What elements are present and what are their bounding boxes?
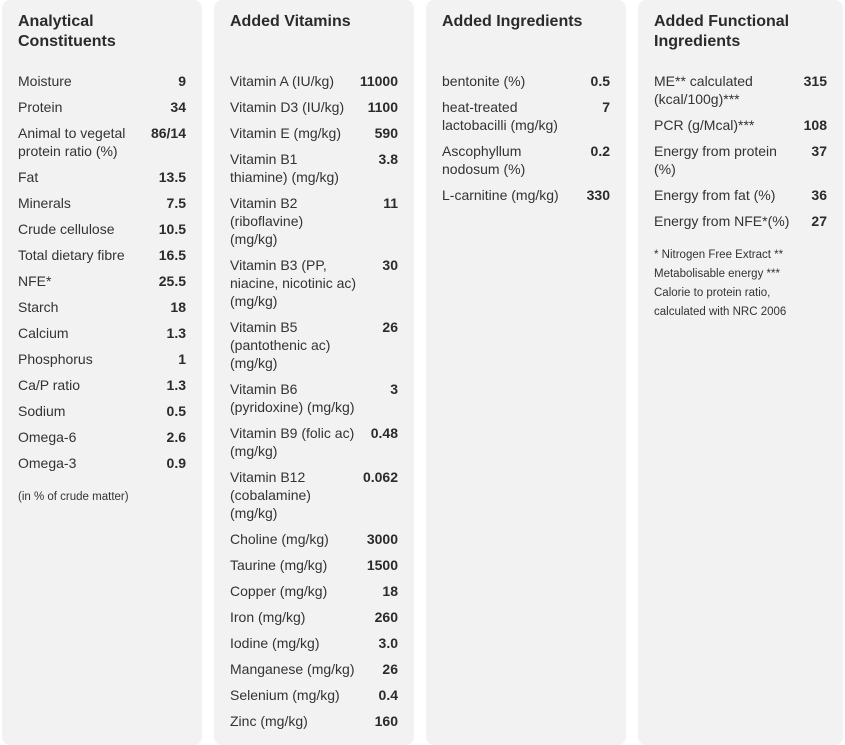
row-label: Copper (mg/kg) (230, 583, 328, 599)
row-label: Vitamin B2 (riboflavine) (mg/kg) (230, 195, 304, 247)
panel-title: Added Ingredients (442, 13, 583, 30)
row-value: 3.8 (378, 151, 398, 167)
panel-title: Analytical Constituents (18, 13, 116, 50)
row-label: PCR (g/Mcal)*** (654, 117, 755, 133)
row-value: 160 (374, 713, 398, 729)
row-value: 0.48 (370, 425, 398, 441)
row-label: Vitamin B6 (pyridoxine) (mg/kg) (230, 381, 355, 415)
footnote: * Nitrogen Free Extract ** Metabolisable energy *** Calorie to protein ratio, calculated with NRC 2006 (654, 249, 787, 318)
row-value: 108 (803, 117, 827, 133)
row-label: Vitamin B12 (cobalamine) (mg/kg) (230, 469, 311, 521)
analytical-constituents-panel: Analytical Constituents Moisture 9 Protein 34 Animal to vegetal protein ratio (%) 86/14 Fat 13.5 Minerals 7.5 Crude cellulose 10.5 Total dietary fibre 16.5 NFE* 25.5 Starch 18 Calcium 1.3 Phosphorus 1 Ca/P ratio 1.3 Sodium 0.5 Omega-6 2.6 Omega-3 0.9 (in % of crude matter) (2, 0, 202, 745)
row-label: Vitamin D3 (IU/kg) (230, 99, 345, 115)
row-value: 3.0 (378, 635, 398, 651)
row-label: Vitamin E (mg/kg) (230, 125, 341, 141)
row-value: 37 (811, 143, 827, 159)
row-value: 0.4 (378, 687, 398, 703)
row-label: Vitamin A (IU/kg) (230, 73, 335, 89)
added-ingredients-panel (426, 0, 626, 745)
added-functional-ingredients-panel (638, 0, 843, 745)
row-label: L-carnitine (mg/kg) (442, 187, 559, 203)
row-label: Vitamin B1 thiamine) (mg/kg) (230, 151, 339, 185)
row-value: 18 (382, 583, 398, 599)
row-label: Vitamin B5 (pantothenic ac) (mg/kg) (230, 319, 331, 371)
row-value: 260 (374, 609, 398, 625)
row-label: ME** calculated (kcal/100g)*** (654, 73, 753, 107)
row-label: Iodine (mg/kg) (230, 635, 320, 651)
row-value: 27 (811, 213, 827, 229)
row-label: Taurine (mg/kg) (230, 557, 328, 573)
row-label: Energy from NFE*(%) (654, 213, 790, 229)
row-value: 590 (374, 125, 398, 141)
panel-title: Added Vitamins (230, 13, 351, 30)
row-label: Iron (mg/kg) (230, 609, 306, 625)
row-value: 1500 (366, 557, 398, 573)
row-value: 30 (382, 257, 398, 273)
row-value: 7 (602, 99, 610, 115)
row-label: bentonite (%) (442, 73, 526, 89)
row-label: Vitamin B9 (folic ac) (mg/kg) (230, 425, 355, 459)
row-value: 26 (382, 661, 398, 677)
row-value: 11000 (359, 73, 398, 89)
row-value: 1100 (367, 99, 398, 115)
row-label: Energy from fat (%) (654, 187, 776, 203)
row-label: Zinc (mg/kg) (230, 713, 308, 729)
crude-matter-note: (in % of crude matter) (18, 491, 129, 503)
panel-title: Added Functional Ingredients (654, 13, 790, 50)
row-value: 0.5 (590, 73, 610, 89)
row-value: 3000 (366, 531, 398, 547)
row-value: 0.2 (590, 143, 610, 159)
row-value: 315 (803, 73, 827, 89)
row-label: Ascophyllum nodosum (%) (442, 143, 526, 177)
row-value: 3 (390, 381, 398, 397)
row-value: 0.062 (362, 469, 398, 485)
row-value: 330 (586, 187, 610, 203)
row-label: Energy from protein (%) (654, 143, 777, 177)
row-value: 11 (383, 195, 398, 211)
row-label: Selenium (mg/kg) (230, 687, 340, 703)
row-label: Vitamin B3 (PP, niacine, nicotinic ac) (mg/kg) (230, 257, 357, 309)
row-value: 36 (811, 187, 827, 203)
row-label: heat-treated lactobacilli (mg/kg) (442, 99, 558, 133)
row-label: Manganese (mg/kg) (230, 661, 355, 677)
added-vitamins-panel (214, 0, 414, 745)
row-value: 26 (382, 319, 398, 335)
row-label: Choline (mg/kg) (230, 531, 329, 547)
